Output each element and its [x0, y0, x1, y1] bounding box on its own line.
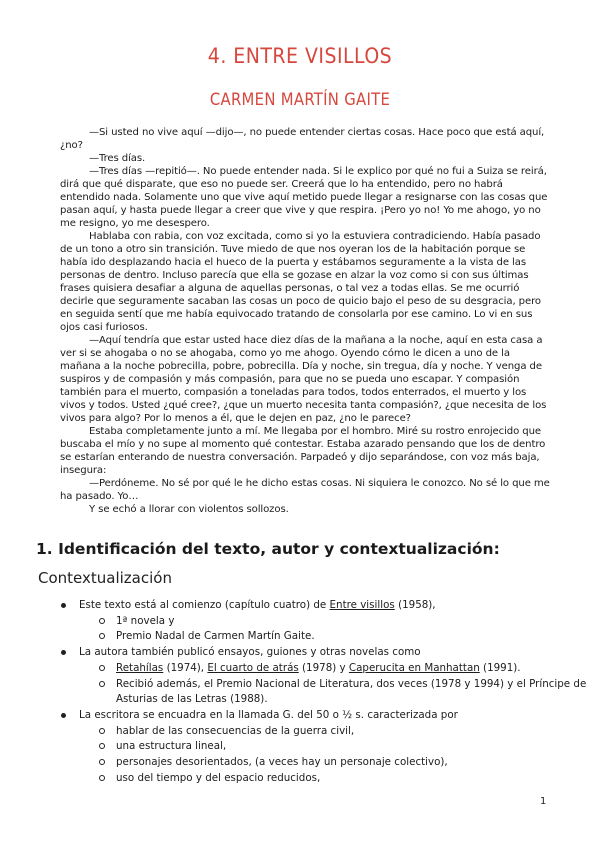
excerpt-paragraph: —Tres días —repitió—. No puede entender nada. Si le explico por qué no fui a Suiza se reirá, dirá que qué disparate, que eso no puede ser. Creerá que lo ha entendido, pero no habrá entendido nada. Solamente uno que vive aquí metido puede llegar a resignarse con las cosas que pasan aquí, y hasta puede llegar a creer que vive y que respira. ¡Pero yo no! Yo me ahogo, yo no me resigno, yo me desespero.: [60, 166, 548, 229]
excerpt-paragraph: Y se echó a llorar con violentos sollozos.: [89, 504, 289, 515]
page-number: 1: [540, 796, 547, 807]
sub-bullet-item: Recibió además, el Premio Nacional de Literatura, dos veces (1978 y 1994) y el Príncipe de Asturias de las Letras (1988).: [0, 677, 600, 708]
bullet-text: (1974),: [163, 661, 208, 674]
bullet-item: [0, 645, 600, 708]
bullet-item: [0, 598, 600, 645]
excerpt-paragraph: Hablaba con rabia, con voz excitada, como si yo la estuviera contradiciendo. Había pasado de un tono a otro sin transición. Tuve miedo de que nos oyeran los de la habitación porque se había ido desplazando hacia el hueco de la puerta y estábamos seguramente a la vista de las personas de dentro. Incluso parecía que ella se gozase en alzar la voz como si con sus últimas frases quisiera desafiar a alguna de aquellas personas, o tal vez a todas ellas. Se me ocurrió decirle que seguramente sacaban las cosas un poco de quicio bajo el peso de su desgracia, pero en seguida sentí que me había equivocado tratando de consolarla por ese camino. Lo vi en sus ojos casi furiosos.: [60, 231, 542, 333]
excerpt-paragraph: —Aquí tendría que estar usted hace diez días de la mañana a la noche, aquí en esta casa a ver si se ahogaba o no se ahogaba, como yo me ahogo. Oyendo cómo le dicen a uno de la mañana a la noche pobrecilla, pobre, pobrecilla. Día y noche, sin tregua, día y noche. Y venga de suspiros y de compasión y más compasión, para que no se pueda uno escapar. Y compasión también para el muerto, compasión a toneladas para todos, todos enterrados, el muerto y los vivos y todos. Usted ¿qué cree?, ¿que un muerto necesita tanta compasión?, ¿que necesita de los vivos para algo? Por lo menos a él, que le dejen en paz, ¿no le parece?: [60, 335, 547, 424]
bullet-text: Este texto está al comienzo (capítulo cuatro) de: [79, 599, 330, 611]
sub-bullet-item: hablar de las consecuencias de la guerra civil,: [0, 724, 600, 740]
sub-bullet-item: uso del tiempo y del espacio reducidos,: [0, 771, 600, 787]
literary-excerpt: [60, 126, 550, 516]
excerpt-paragraph: —Si usted no vive aquí —dijo—, no puede entender ciertas cosas. Hace poco que está aquí, ¿no?: [60, 127, 545, 151]
sub-bullet-item: 1ª novela y: [0, 614, 600, 630]
outline-list: [0, 598, 600, 786]
excerpt-paragraph: Estaba completamente junto a mí. Me llegaba por el hombro. Miré su rostro enrojecido que buscaba el mío y no supe al momento qué contestar. Estaba azarado pensando que los de dentro se estarían enterando de nuestra conversación. Parpadeó y dijo separándose, con voz más baja, insegura:: [60, 426, 546, 476]
author-name: CARMEN MARTÍN GAITE: [209, 90, 391, 109]
book-title-link: Entre visillos: [329, 599, 395, 611]
section-heading: 1. Identificación del texto, autor y contextualización:: [36, 540, 500, 558]
sub-bullet-item: personajes desorientados, (a veces hay un personaje colectivo),: [0, 755, 600, 771]
bullet-text: (1991).: [479, 661, 521, 674]
bullet-text: (1978) y: [298, 661, 349, 674]
document-title: 4. ENTRE VISILLOS: [207, 44, 393, 68]
excerpt-paragraph: —Tres días.: [89, 153, 146, 164]
bullet-item: [0, 708, 600, 787]
book-title-link: El cuarto de atrás: [207, 661, 299, 674]
excerpt-paragraph: —Perdóneme. No sé por qué le he dicho estas cosas. Ni siquiera le conozco. No sé lo que me ha pasado. Yo…: [60, 478, 550, 502]
sub-bullet-item: Premio Nadal de Carmen Martín Gaite.: [0, 629, 600, 645]
sub-heading: Contextualización: [38, 569, 172, 587]
book-title-link: Retahílas: [116, 661, 164, 674]
sub-bullet-item: [0, 661, 600, 677]
bullet-text: La autora también publicó ensayos, guiones y otras novelas como: [79, 646, 421, 659]
book-title-link: Caperucita en Manhattan: [348, 661, 480, 674]
sub-bullet-item: una estructura lineal,: [0, 739, 600, 755]
bullet-text: La escritora se encuadra en la llamada G. del 50 o ½ s. caracterizada por: [79, 708, 458, 721]
bullet-text: (1958),: [394, 599, 436, 611]
